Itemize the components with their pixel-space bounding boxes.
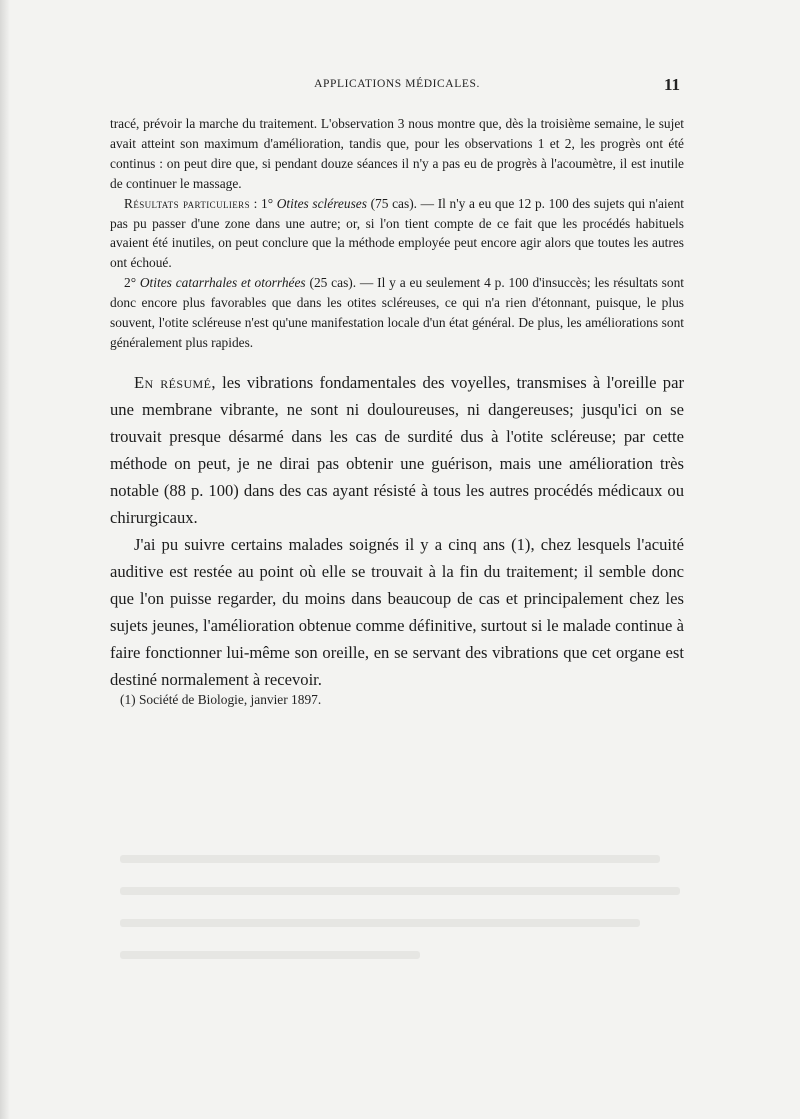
- paragraph-otites-scléreuses: [110, 194, 684, 274]
- paragraph-resume: [110, 369, 684, 531]
- paragraph-traitement: [110, 114, 684, 194]
- list-number: 2°: [124, 275, 140, 291]
- conclusion-section: [110, 369, 684, 693]
- paragraph-text: (25 cas). — Il y a eu seulement 4 p. 100 d'insuccès; les résultats sont donc encore plus favorables que dans les otites scléreuses, ce qui n'a rien d'étonnant, puisque, le plus souvent, l'otite scléreuse n'est qu'une manifestation locale d'un état général. De plus, les améliorations sont généralement plus rapides.: [110, 275, 684, 350]
- case-type-title: Otites scléreuses: [276, 195, 367, 211]
- paragraph-text: J'ai pu suivre certains malades soignés il y a cinq ans (1), chez lesquels l'acuité auditive est restée au point où elle se trouvait à la fin du traitement; il semble donc que l'on puisse regarder, du moins dans beaucoup de cas et principalement chez les sujets jeunes, l'amélioration obtenue comme définitive, surtout si le malade continue à faire fonctionner lui-même son oreille, en se servant des vibrations que cet organe est destiné normalement à recevoir.: [110, 535, 684, 689]
- page-edge-shadow: [0, 0, 10, 1119]
- running-head: APPLICATIONS MÉDICALES.: [314, 78, 480, 90]
- paragraph-text: (75 cas). — Il n'y a eu que 12 p. 100 des sujets qui n'aient pas pu passer d'une zone dans une autre; or, si l'on tient compte de ce fait que les procédés habituels avaient été inutiles, on peut conclure que la méthode employée peut encore agir alors que toutes les autres ont échoué.: [110, 195, 684, 271]
- results-section: [110, 114, 684, 353]
- section-label: Résultats particuliers: [124, 195, 250, 211]
- paragraph-text: les vibrations fondamentales des voyelles, transmises à l'oreille par une membrane vibrante, ne sont ni douloureuses, ni dangereuses; jusqu'ici on se trouvait presque désarmé dans les cas de surdité dus à l'otite scléreuse; par cette méthode on peut, je ne dirai pas obtenir une guérison, mais une amélioration très notable (88 p. 100) dans des cas ayant résisté à tous les autres procédés médicaux ou chirurgicaux.: [110, 373, 684, 527]
- page-header: [110, 75, 684, 100]
- lead-in: En résumé,: [134, 373, 216, 392]
- label-separator: : 1°: [250, 195, 277, 211]
- paragraph-otites-catarrhales: [110, 273, 684, 353]
- page-number: 11: [663, 75, 680, 94]
- case-type-title: Otites catarrhales et otorrhées: [139, 275, 306, 291]
- footnote: (1) Société de Biologie, janvier 1897.: [120, 692, 322, 707]
- paragraph-text: tracé, prévoir la marche du traitement. L'observation 3 nous montre que, dès la troisième semaine, le sujet avait atteint son maximum d'amélioration, tandis que, pour les observations 1 et 2, les progrès ont été continus : on peut dire que, si pendant douze séances il n'y a pas eu de progrès à l'acoumètre, il est inutile de continuer le massage.: [110, 116, 684, 191]
- paragraph-suivi: [110, 531, 684, 693]
- reverse-side-bleed-text: [120, 855, 690, 983]
